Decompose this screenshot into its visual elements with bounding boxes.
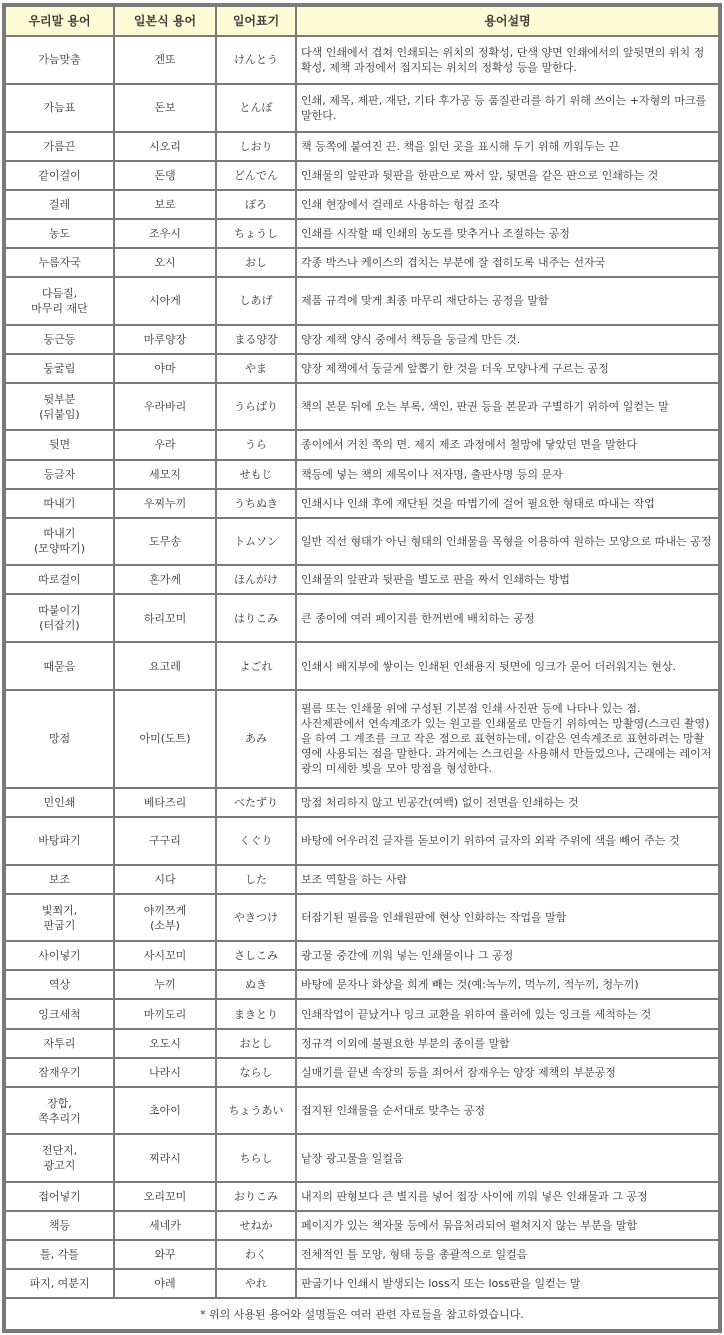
korean-term-cell: 접어넣기 — [6, 1183, 113, 1210]
japanese-term-cell: 야레 — [115, 1270, 215, 1297]
table-row — [6, 162, 718, 189]
description-cell: 필름 또는 인쇄물 위에 구성된 기본점 인쇄 사진판 등에 나타나 있는 점. 사진제판에서 연속계조가 있는 원고를 인쇄물로 만들기 위하여는 망촬영(스크린 촬영)을 하여 그 계조를 크고 작은 점으로 표현하는데, 이같은 연속계조로 표현하려는 망촬영에 사용되는 점을 말한다. 과거에는 스크린을 사용해서 만들었으나, 근래에는 레이저 광의 미세한 빛을 모아 망점을 형성한다. — [297, 691, 718, 787]
korean-term-cell: 등글자 — [6, 461, 113, 488]
table-row — [6, 431, 718, 458]
table-row — [6, 1212, 718, 1239]
japanese-term-cell: 보로 — [115, 191, 215, 218]
japanese-script-cell: トムソン — [217, 519, 295, 565]
description-cell: 바탕에 문자나 화상을 희게 빼는 것(예:녹누끼, 먹누끼, 적누끼, 청누끼) — [297, 971, 718, 998]
description-cell: 인쇄시나 인쇄 후에 재단된 것을 따볍기에 걸어 필요한 형태로 따내는 작업 — [297, 490, 718, 517]
japanese-term-cell: 누끼 — [115, 971, 215, 998]
japanese-term-cell: 사시꼬미 — [115, 942, 215, 969]
description-cell: 양장 제책 양식 중에서 책등을 둥글게 만든 것. — [297, 326, 718, 353]
japanese-script-cell: やきつけ — [217, 895, 295, 941]
table-row — [6, 818, 718, 864]
description-cell: 인쇄 현장에서 걸레로 사용하는 헝겊 조각 — [297, 191, 718, 218]
korean-term-cell: 장합, 쪽추리기 — [6, 1088, 113, 1134]
japanese-term-cell: 구구리 — [115, 818, 215, 864]
japanese-term-cell: 우라바리 — [115, 384, 215, 430]
japanese-term-cell: 돈뎅 — [115, 162, 215, 189]
japanese-script-cell: ほんがけ — [217, 566, 295, 593]
japanese-script-cell: ぬき — [217, 971, 295, 998]
japanese-term-cell: 나라시 — [115, 1059, 215, 1086]
description-cell: 실매기를 끝낸 속장의 등을 죄어서 잠재우는 양장 제책의 부분공정 — [297, 1059, 718, 1086]
japanese-script-cell: せもじ — [217, 461, 295, 488]
table-row — [6, 85, 718, 131]
table-row — [6, 1241, 718, 1268]
footer-note: * 위의 사용된 용어와 설명들은 여러 관련 자료들을 참고하였습니다. — [6, 1299, 718, 1329]
japanese-term-cell: 마루양장 — [115, 326, 215, 353]
japanese-script-cell: よごれ — [217, 643, 295, 689]
table-row — [6, 1135, 718, 1181]
glossary-body — [6, 37, 718, 1329]
japanese-script-cell: おし — [217, 249, 295, 276]
japanese-script-cell: おりこみ — [217, 1183, 295, 1210]
table-row — [6, 1059, 718, 1086]
japanese-term-cell: 혼가께 — [115, 566, 215, 593]
table-row — [6, 566, 718, 593]
korean-term-cell: 잉크세척 — [6, 1000, 113, 1027]
table-row — [6, 133, 718, 160]
japanese-script-cell: ちらし — [217, 1135, 295, 1181]
japanese-term-cell: 겐또 — [115, 37, 215, 83]
description-cell: 내지의 판형보다 큰 별지를 넣어 접장 사이에 끼워 넣은 인쇄물과 그 공정 — [297, 1183, 718, 1210]
table-row — [6, 866, 718, 893]
japanese-script-cell: しあげ — [217, 278, 295, 324]
japanese-script-cell: おとし — [217, 1030, 295, 1057]
table-row — [6, 461, 718, 488]
japanese-term-cell: 요고레 — [115, 643, 215, 689]
description-cell: 터잡기된 필름을 인쇄원판에 현상 인화하는 작업을 말함 — [297, 895, 718, 941]
japanese-script-cell: しおり — [217, 133, 295, 160]
table-row — [6, 220, 718, 247]
japanese-script-cell: とんぼ — [217, 85, 295, 131]
korean-term-cell: 빛쬐기, 판굽기 — [6, 895, 113, 941]
japanese-term-cell: 오시 — [115, 249, 215, 276]
japanese-script-cell: わく — [217, 1241, 295, 1268]
korean-term-cell: 파지, 여분지 — [6, 1270, 113, 1297]
korean-term-cell: 책등 — [6, 1212, 113, 1239]
description-cell: 인쇄작업이 끝났거나 잉크 교환을 위하여 롤러에 있는 잉크를 세척하는 것 — [297, 1000, 718, 1027]
glossary-table-frame — [2, 3, 722, 1333]
table-row — [6, 1000, 718, 1027]
description-cell: 광고물 중간에 끼워 넣는 인쇄물이나 그 공정 — [297, 942, 718, 969]
japanese-script-cell: うちぬき — [217, 490, 295, 517]
japanese-term-cell: 오도시 — [115, 1030, 215, 1057]
japanese-term-cell: 시오리 — [115, 133, 215, 160]
description-cell: 종이에서 거친 쪽의 면. 제지 제조 과정에서 철망에 닿았던 면을 말한다 — [297, 431, 718, 458]
description-cell: 인쇄시 배지부에 쌓이는 인쇄된 인쇄용지 뒷면에 잉크가 묻어 더러워지는 현상. — [297, 643, 718, 689]
japanese-term-cell: 마끼도리 — [115, 1000, 215, 1027]
description-cell: 책등에 넣는 책의 제목이나 저자명, 출판사명 등의 문자 — [297, 461, 718, 488]
korean-term-cell: 누름자국 — [6, 249, 113, 276]
japanese-script-cell: べたずり — [217, 789, 295, 816]
footer-row — [6, 1299, 718, 1329]
description-cell: 망점 처리하지 않고 빈공간(여백) 없이 전면을 인쇄하는 것 — [297, 789, 718, 816]
japanese-script-cell: あみ — [217, 691, 295, 787]
japanese-term-cell: 하리꼬미 — [115, 595, 215, 641]
description-cell: 양장 제책에서 둥글게 앞뽑기 한 것을 더욱 모양나게 구르는 공정 — [297, 355, 718, 382]
header-description: 용어설명 — [297, 7, 718, 35]
korean-term-cell: 뒷면 — [6, 431, 113, 458]
japanese-script-cell: けんとう — [217, 37, 295, 83]
table-row — [6, 1270, 718, 1297]
header-japanese-term: 일본식 용어 — [115, 7, 215, 35]
table-row — [6, 278, 718, 324]
table-row — [6, 691, 718, 787]
korean-term-cell: 다듬질, 마무리 재단 — [6, 278, 113, 324]
japanese-term-cell: 시아게 — [115, 278, 215, 324]
japanese-term-cell: 오리꼬미 — [115, 1183, 215, 1210]
description-cell: 큰 종이에 여러 페이지를 한꺼번에 배치하는 공정 — [297, 595, 718, 641]
table-row — [6, 191, 718, 218]
japanese-term-cell: 와꾸 — [115, 1241, 215, 1268]
japanese-term-cell: 찌라시 — [115, 1135, 215, 1181]
japanese-term-cell: 야끼쯔게 (소부) — [115, 895, 215, 941]
japanese-term-cell: 도무송 — [115, 519, 215, 565]
description-cell: 다색 인쇄에서 겹쳐 인쇄되는 위치의 정확성, 단색 양면 인쇄에서의 앞뒷면의 위치 정확성, 제책 과정에서 접지되는 위치의 정확성 등을 말한다. — [297, 37, 718, 83]
description-cell: 인쇄를 시작할 때 인쇄의 농도를 맞추거나 조절하는 공정 — [297, 220, 718, 247]
description-cell: 판굽기나 인쇄시 발생되는 loss지 또는 loss판을 일컫는 말 — [297, 1270, 718, 1297]
japanese-term-cell: 시다 — [115, 866, 215, 893]
korean-term-cell: 둥근등 — [6, 326, 113, 353]
japanese-script-cell: やま — [217, 355, 295, 382]
description-cell: 제품 규격에 맞게 최종 마무리 재단하는 공정을 말함 — [297, 278, 718, 324]
japanese-script-cell: まる양장 — [217, 326, 295, 353]
japanese-script-cell: ならし — [217, 1059, 295, 1086]
glossary-table — [4, 5, 720, 1331]
korean-term-cell: 전단지, 광고지 — [6, 1135, 113, 1181]
japanese-script-cell: ちょうあい — [217, 1088, 295, 1134]
japanese-script-cell: ちょうし — [217, 220, 295, 247]
japanese-term-cell: 우라 — [115, 431, 215, 458]
japanese-term-cell: 돈보 — [115, 85, 215, 131]
description-cell: 인쇄물의 앞판과 뒷판을 한판으로 짜서 앞, 뒷면을 같은 판으로 인쇄하는 것 — [297, 162, 718, 189]
korean-term-cell: 농도 — [6, 220, 113, 247]
japanese-script-cell: くぐり — [217, 818, 295, 864]
korean-term-cell: 가늠표 — [6, 85, 113, 131]
table-row — [6, 1030, 718, 1057]
description-cell: 책 등쪽에 붙여진 끈. 책을 읽던 곳을 표시해 두기 위해 끼워두는 끈 — [297, 133, 718, 160]
japanese-script-cell: やれ — [217, 1270, 295, 1297]
table-row — [6, 355, 718, 382]
korean-term-cell: 보조 — [6, 866, 113, 893]
table-row — [6, 595, 718, 641]
japanese-script-cell: せねか — [217, 1212, 295, 1239]
japanese-script-cell: さしこみ — [217, 942, 295, 969]
japanese-script-cell: した — [217, 866, 295, 893]
korean-term-cell: 걸레 — [6, 191, 113, 218]
korean-term-cell: 따붙이기 (터잡기) — [6, 595, 113, 641]
japanese-script-cell: どんでん — [217, 162, 295, 189]
korean-term-cell: 틀, 각틀 — [6, 1241, 113, 1268]
table-row — [6, 384, 718, 430]
description-cell: 보조 역할을 하는 사람 — [297, 866, 718, 893]
korean-term-cell: 역상 — [6, 971, 113, 998]
table-row — [6, 490, 718, 517]
korean-term-cell: 민인쇄 — [6, 789, 113, 816]
japanese-term-cell: 초아이 — [115, 1088, 215, 1134]
korean-term-cell: 가늠맞춤 — [6, 37, 113, 83]
korean-term-cell: 따내기 — [6, 490, 113, 517]
japanese-term-cell: 세모지 — [115, 461, 215, 488]
description-cell: 정규격 이외에 불필요한 부분의 종이를 말함 — [297, 1030, 718, 1057]
description-cell: 각종 박스나 케이스의 겹치는 부분에 잘 접히도록 내주는 선자국 — [297, 249, 718, 276]
description-cell: 페이지가 있는 책자물 등에서 묶음처리되어 펼쳐지지 않는 부분을 말함 — [297, 1212, 718, 1239]
korean-term-cell: 때묻음 — [6, 643, 113, 689]
table-row — [6, 1088, 718, 1134]
header-row — [6, 7, 718, 35]
header-japanese-script: 일어표기 — [217, 7, 295, 35]
korean-term-cell: 따로걸이 — [6, 566, 113, 593]
description-cell: 낱장 광고물을 일컬음 — [297, 1135, 718, 1181]
japanese-term-cell: 야마 — [115, 355, 215, 382]
header-korean-term: 우리말 용어 — [6, 7, 113, 35]
korean-term-cell: 둥굴림 — [6, 355, 113, 382]
korean-term-cell: 잠재우기 — [6, 1059, 113, 1086]
japanese-term-cell: 조우시 — [115, 220, 215, 247]
korean-term-cell: 사이넣기 — [6, 942, 113, 969]
description-cell: 인쇄물의 앞판과 뒷판을 별도로 판을 짜서 인쇄하는 방법 — [297, 566, 718, 593]
korean-term-cell: 자투리 — [6, 1030, 113, 1057]
table-row — [6, 789, 718, 816]
japanese-script-cell: うら — [217, 431, 295, 458]
korean-term-cell: 뒷부분 (뒤붙임) — [6, 384, 113, 430]
japanese-term-cell: 세네카 — [115, 1212, 215, 1239]
table-row — [6, 971, 718, 998]
japanese-script-cell: まきとり — [217, 1000, 295, 1027]
table-row — [6, 643, 718, 689]
description-cell: 책의 본문 뒤에 오는 부록, 색인, 판권 등을 본문과 구별하기 위하여 일컫는 말 — [297, 384, 718, 430]
korean-term-cell: 바탕파기 — [6, 818, 113, 864]
description-cell: 인쇄, 제목, 제판, 재단, 기타 후가공 등 품질관리를 하기 위해 쓰이는 +자형의 마크를 말한다. — [297, 85, 718, 131]
japanese-term-cell: 베타즈리 — [115, 789, 215, 816]
description-cell: 접지된 인쇄물을 순서대로 맞추는 공정 — [297, 1088, 718, 1134]
description-cell: 전체적인 틀 모양, 형태 등을 총괄적으로 일컬음 — [297, 1241, 718, 1268]
table-row — [6, 37, 718, 83]
korean-term-cell: 따내기 (모양따기) — [6, 519, 113, 565]
table-row — [6, 942, 718, 969]
japanese-script-cell: はりこみ — [217, 595, 295, 641]
table-row — [6, 249, 718, 276]
korean-term-cell: 망점 — [6, 691, 113, 787]
table-row — [6, 895, 718, 941]
japanese-term-cell: 아미(도트) — [115, 691, 215, 787]
japanese-term-cell: 우찌누끼 — [115, 490, 215, 517]
description-cell: 바탕에 어우러진 글자를 돋보이기 위하여 글자의 외곽 주위에 색을 빼어 주는 것 — [297, 818, 718, 864]
table-row — [6, 519, 718, 565]
korean-term-cell: 같이걸이 — [6, 162, 113, 189]
japanese-script-cell: うらばり — [217, 384, 295, 430]
japanese-script-cell: ぼろ — [217, 191, 295, 218]
korean-term-cell: 가름끈 — [6, 133, 113, 160]
table-row — [6, 1183, 718, 1210]
description-cell: 일반 직선 형태가 아닌 형태의 인쇄물을 목형을 이용하여 원하는 모양으로 따내는 공정 — [297, 519, 718, 565]
table-row — [6, 326, 718, 353]
